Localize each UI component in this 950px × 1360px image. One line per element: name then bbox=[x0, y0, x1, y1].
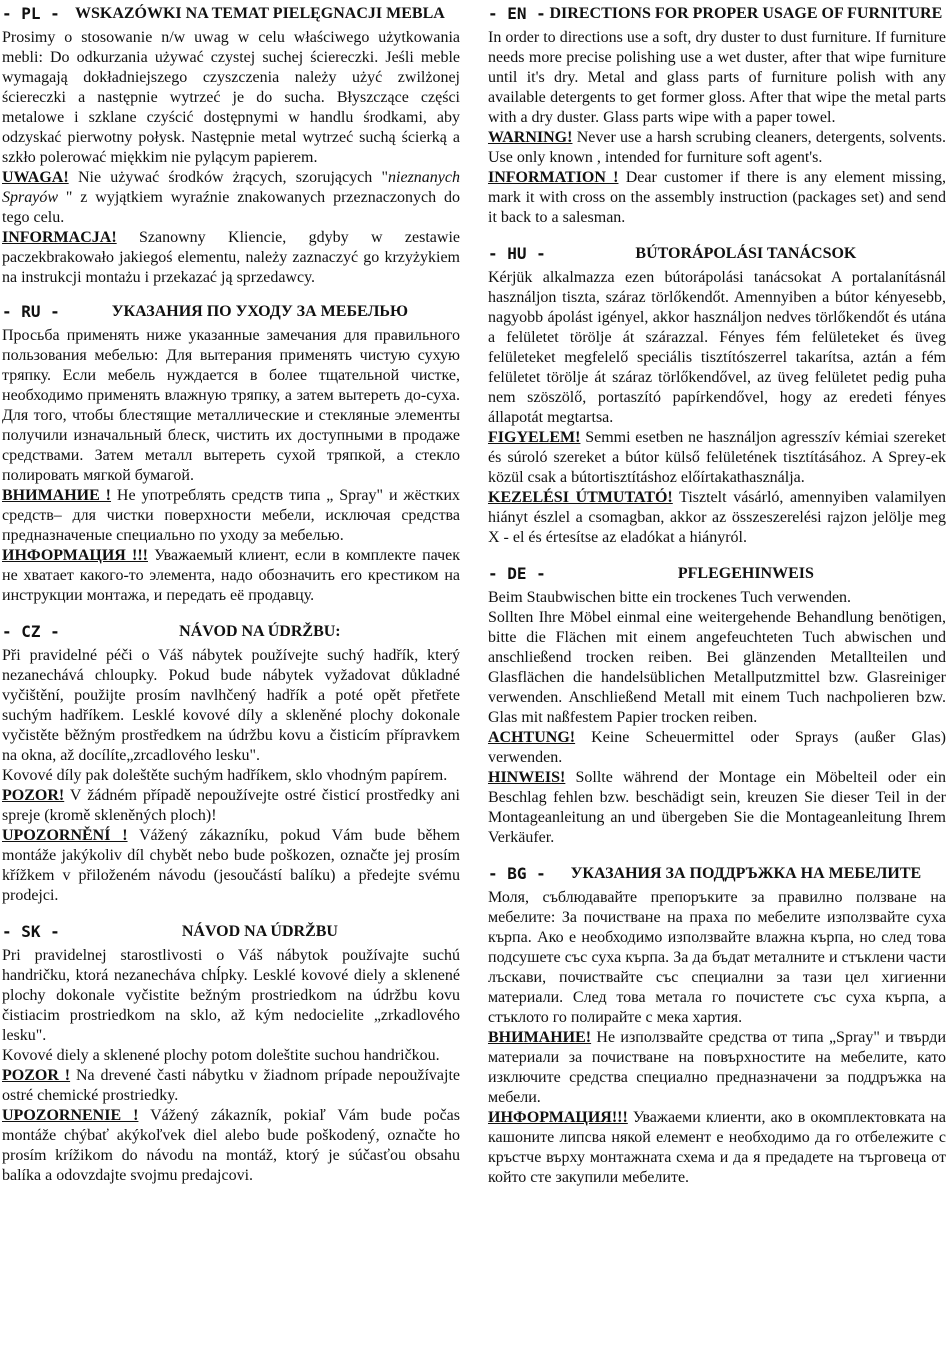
section-title: NÁVOD NA ÚDRŽBU bbox=[181, 923, 338, 940]
language-code: - PL - bbox=[2, 4, 60, 23]
information-paragraph bbox=[488, 168, 946, 228]
warning-text: Не употреблять средств типа „ Spray" и жёстких средств– для чистки поверхности мебели, исключая средства предназначеные специально по уходу за мебелью. bbox=[2, 487, 461, 544]
warning-paragraph bbox=[488, 1028, 946, 1108]
warning-text: Nie używać środków żrących, szorujących " bbox=[68, 169, 389, 186]
information-keyword: INFORMACJA! bbox=[2, 229, 117, 246]
information-keyword: KEZELÉSI ÚTMUTATÓ! bbox=[488, 489, 673, 506]
section-heading bbox=[2, 622, 460, 642]
language-code: - DE - bbox=[488, 564, 546, 583]
warning-text: Не използвайте средства от типа „Spray" и твърди материали за почистване на повърхностите на мебелите, като изключите средства специално предназначени за поддръжка на мебели. bbox=[488, 1029, 946, 1106]
warning-keyword: UWAGA! bbox=[2, 169, 69, 186]
information-keyword: ИНФОРМАЦИЯ!!! bbox=[488, 1109, 628, 1126]
paragraph: In order to directions use a soft, dry duster to dust furniture. If furniture needs more precise polishing use a wet duster, after that wipe furniture until it's dry. Metal and glass parts of furniture polish with any available detergents to get former gloss. After that wipe the metal parts with a dry duster. Glass parts wipe with a paper towel. bbox=[488, 29, 946, 126]
section-body bbox=[488, 588, 946, 848]
information-paragraph bbox=[488, 1108, 946, 1188]
paragraph: Sollten Ihre Möbel einmal eine weitergehende Behandlung benötigen, bitte die Flächen mit einem angefeuchteten Tuch abwischen und anschließend trocken reiben. Bei glänzenden Metallteilen und Glasflächen die handelsüblichen Metallputzmittel bzw. Glasreiniger verwenden. Anschließend Metall mit einem Tuch nachpolieren bzw. Glas mit naßfestem Papier trocken reiben. bbox=[488, 609, 946, 726]
language-code: - EN - bbox=[488, 4, 546, 23]
section-body bbox=[488, 888, 946, 1188]
warning-text: Na drevené časti nábytku v žiadnom prípade nepoužívajte ostré chemické prostriedky. bbox=[2, 1067, 461, 1104]
section-heading bbox=[488, 564, 946, 584]
section-hu bbox=[488, 244, 946, 548]
section-ru bbox=[2, 302, 460, 606]
warning-text: Keine Scheuermittel oder Sprays (außer Glas) verwenden. bbox=[488, 729, 946, 766]
information-text: Szanowny Kliencie, gdyby w zestawie paczekbrakowało jakiegoś elementu, należy zaznaczyć go krzyżykiem na instrukcji montażu i przekazać ją sprzedawcy. bbox=[2, 229, 460, 286]
warning-paragraph bbox=[488, 428, 946, 488]
paragraph: Kérjük alkalmazza ezen bútorápolási tanácsokat A portalanításnál használjon tiszta, száraz törlőkendőt. Amennyiben a bútor kényesebb, nagyobb ápolást igényel, akkor használjon nedves törlőkendőt és utána a felületet törölje át szárazzal. Fényes fém felületeket és üveg felületeket megfelelő speciális tisztítószerrel takarítsa, aztán a fém felületet törölje át száraz törlőkendővel, az üveg felületet pedig puha nem szöszölő, portaszító papírkendővel, hogy az eredeti fényes állapotát megtartsa. bbox=[488, 269, 946, 426]
paragraph: Při pravidelné péči o Váš nábytek používejte suchý hadřík, který nezanechává chloupky. Pokud bude nábytek vyžadovat důkladné vyčištění, použijte prosím navlhčený hadřík a poté opět přetřete suchým hadříkem. Lesklé kovové díly a skleněné plochy dokonale vyčistěte běžným prostředkem na údržbu kovu a čisticím přípravkem na okna, až docílíte„zrcadlového lesku". bbox=[2, 647, 460, 764]
warning-text: V žádném případě nepoužívejte ostré čisticí prostředky ani spreje (kromě skleněných ploch)! bbox=[2, 787, 460, 824]
section-body bbox=[488, 268, 946, 548]
information-keyword: UPOZORNENIE ! bbox=[2, 1107, 139, 1124]
language-code: - BG - bbox=[488, 864, 546, 883]
section-heading bbox=[2, 922, 460, 942]
information-paragraph bbox=[2, 546, 460, 606]
information-paragraph bbox=[2, 228, 460, 288]
right-column bbox=[488, 4, 946, 1188]
left-column bbox=[2, 4, 460, 1186]
section-en bbox=[488, 4, 946, 228]
information-paragraph bbox=[488, 768, 946, 848]
section-title: WSKAZÓWKI NA TEMAT PIELĘGNACJI MEBLA bbox=[74, 5, 445, 22]
information-keyword: INFORMATION ! bbox=[488, 169, 619, 186]
information-keyword: UPOZORNĚNÍ ! bbox=[2, 827, 128, 844]
paragraph: Kovové diely a sklenené plochy potom doleštite suchou handričkou. bbox=[2, 1047, 440, 1064]
information-paragraph bbox=[2, 826, 460, 906]
language-code: - CZ - bbox=[2, 622, 60, 641]
paragraph: Моля, съблюдавайте препоръките за правилно ползване на мебелите: За почистване на праха по мебелите използвайте суха кърпа. Ако е необходимо използвайте влажна кърпа, но след това подсушете със суха кърпа. За да бъдат металните и стъклени части лъскави, почиствайте със специални за тази цел хигиенни материали. След това метала го почистете със суха кърпа, а стъклото го полирайте с мека хартия. bbox=[488, 889, 946, 1026]
section-body bbox=[488, 28, 946, 228]
information-text: Dear customer if there is any element missing, mark it with cross on the assembly instruction (packages set) and send it back to a salesman. bbox=[488, 169, 947, 226]
section-de bbox=[488, 564, 946, 848]
section-heading bbox=[2, 4, 460, 24]
language-code: - HU - bbox=[488, 244, 546, 263]
warning-paragraph bbox=[2, 1066, 460, 1106]
section-title: NÁVOD NA ÚDRŽBU: bbox=[179, 623, 341, 640]
warning-paragraph bbox=[2, 786, 460, 826]
information-paragraph bbox=[488, 488, 946, 548]
warning-text-end: " z wyjątkiem wyraźnie znakowanych przeznaczonych do tego celu. bbox=[2, 189, 460, 226]
section-sk bbox=[2, 922, 460, 1186]
warning-keyword: ВНИМАНИЕ ! bbox=[2, 487, 112, 504]
information-keyword: HINWEIS! bbox=[488, 769, 566, 786]
warning-keyword: POZOR! bbox=[2, 787, 65, 804]
warning-keyword: ВНИМАНИЕ! bbox=[488, 1029, 592, 1046]
paragraph: Prosimy o stosowanie n/w uwag w celu właściwego użytkowania mebli: Do odkurzania używać czystej suchej ściereczki. Jeśli meble wymagają dokładniejszego czyszczenia należy użyć zwilżonej ściereczki a następnie wytrzeć je do sucha. Błyszczące części metalowe i szklane czyścić dostępnymi w handlu środkami, aby odzyskać pierwotny połysk. Następnie metal wytrzeć suchą ścierką a szkło polerować miękkim nie pylącym papierem. bbox=[2, 29, 460, 166]
paragraph: Pri pravidelnej starostlivosti o Váš nábytok používajte suchú handričku, ktorá nezanecháva chĺpky. Lesklé kovové diely a sklenené plochy dokonale vyčistite bežným prostriedkom na údržbu kovu čistiacim prostriedkom na sklo, až kým nedocielite „zrkadlového lesku". bbox=[2, 947, 460, 1044]
section-title: PFLEGEHINWEIS bbox=[677, 565, 814, 582]
warning-paragraph bbox=[2, 168, 460, 228]
section-title: DIRECTIONS FOR PROPER USAGE OF FURNITURE bbox=[549, 5, 943, 22]
paragraph: Kovové díly pak doleštěte suchým hadříkem, sklo vhodným papírem. bbox=[2, 767, 448, 784]
section-body bbox=[2, 946, 460, 1186]
warning-paragraph bbox=[488, 128, 946, 168]
section-body bbox=[2, 646, 460, 906]
information-text: Уважаеми клиенти, ако в окомплектовката на кашоните липсва някой елемент е необходимо да го отбележите с кръстче върху монтажната схема и да я предадете на търговеца от който сте закупили мебелите. bbox=[488, 1109, 946, 1186]
section-title: УКАЗАНИЯ ПО УХОДУ ЗА МЕБЕЛЬЮ bbox=[111, 303, 409, 320]
warning-text: Never use a harsh scrubing cleaners, detergents, solvents. Use only known , intended for furniture soft agent's. bbox=[488, 129, 946, 166]
warning-keyword: WARNING! bbox=[488, 129, 573, 146]
paragraph: Просьба применять ниже указанные замечания для правильного пользования мебелью: Для вытерания применять чистую сухую тряпку. Если мебель нуждается в более тщательной чистке, необходимо применять влажную тряпку, а затем вытереть до-суха. Для того, чтобы блестящие металлические и стекляные элементы получили изначальный блеск, чистить их доступными в продаже средствами. Затем металл вытереть сухой тряпкой, а стекло полировать мягкой бумагой. bbox=[2, 327, 460, 484]
information-paragraph bbox=[2, 1106, 460, 1186]
section-heading bbox=[488, 244, 946, 264]
language-code: - SK - bbox=[2, 922, 60, 941]
information-text: Sollte während der Montage ein Möbelteil oder ein Beschlag fehlen bzw. beschädigt sein, kreuzen Sie dieser Teil in der Montageanleitung an und übergeben Sie die Montageanleitung Ihrem Verkäufer. bbox=[488, 769, 946, 846]
warning-keyword: ACHTUNG! bbox=[488, 729, 576, 746]
information-keyword: ИНФОРМАЦИЯ !!! bbox=[2, 547, 148, 564]
section-heading bbox=[488, 864, 946, 884]
section-title: УКАЗАНИЯ ЗА ПОДДРЪЖКА НА МЕБЕЛИТЕ bbox=[570, 865, 922, 882]
warning-keyword: POZOR ! bbox=[2, 1067, 71, 1084]
information-text: Tisztelt vásárló, amennyiben valamilyen hiányt észlel a csomagban, akkor az összeszerelési rajzon jelölje meg X - el és értesítse az eladókat a hiányról. bbox=[488, 489, 946, 546]
section-body bbox=[2, 28, 460, 288]
section-pl bbox=[2, 4, 460, 288]
information-text: Vážený zákazníku, pokud Vám bude během montáže jakýkoliv díl chybět nebo bude poškozen, označte jej prosím křížkem v přiloženém návodu (jesoučástí balíku) a předejte svému prodejci. bbox=[2, 827, 461, 904]
warning-paragraph bbox=[2, 486, 460, 546]
information-text: Vážený zákazník, pokiaľ Vám bude počas montáže chýbať akýkoľvek diel alebo bude poškodený, označte ho prosím krížikom do návodu na montáž, ktorý je súčasťou obsahu balíka a odovzdajte svojmu predajcovi. bbox=[2, 1107, 461, 1184]
section-body bbox=[2, 326, 460, 606]
paragraph: Beim Staubwischen bitte ein trockenes Tuch verwenden. bbox=[488, 589, 852, 606]
section-title: BÚTORÁPOLÁSI TANÁCSOK bbox=[635, 245, 857, 262]
section-cz bbox=[2, 622, 460, 906]
warning-keyword: FIGYELEM! bbox=[488, 429, 581, 446]
warning-paragraph bbox=[488, 728, 946, 768]
section-bg bbox=[488, 864, 946, 1188]
section-heading bbox=[2, 302, 460, 322]
warning-emphasis: nieznanych Sprayów bbox=[2, 169, 460, 206]
section-heading bbox=[488, 4, 946, 24]
information-text: Уважаемый клиент, если в комплекте пачек не хватает какого-то элемента, надо обозначить его крестиком на инструкции монтажа, и передать её продавцу. bbox=[2, 547, 461, 604]
language-code: - RU - bbox=[2, 302, 60, 321]
warning-text: Semmi esetben ne használjon agresszív kémiai szereket és súroló szereket a bútor külső felületének tisztításához. A Sprey-ek közül csak a bútortisztításhoz előírtakathasználja. bbox=[488, 429, 946, 486]
